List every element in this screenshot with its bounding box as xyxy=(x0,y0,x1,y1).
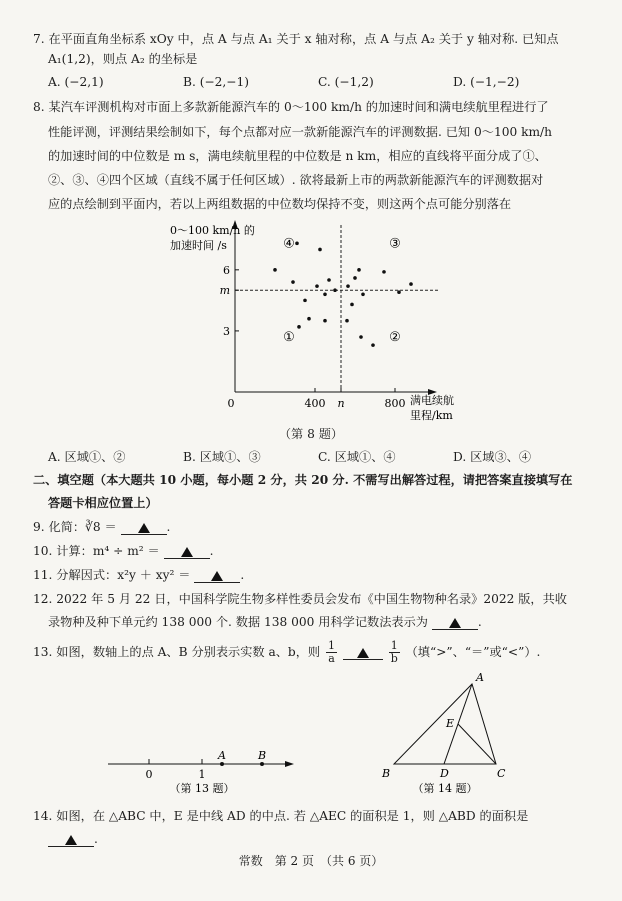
section2-heading-line1: 二、填空题（本大题共 10 小题，每小题 2 分，共 20 分. 不需写出解答过程，请把答案直接填写在 xyxy=(33,473,573,487)
x-tick-label: 800 xyxy=(384,397,406,410)
q8-line4: ②、③、④四个区域（直线不属于任何区域）. 欲将最新上市的两款新能源汽车的评测数据对 xyxy=(48,173,544,187)
page-footer: 常数 第 2 页 （共 6 页） xyxy=(238,854,384,868)
point-a xyxy=(220,762,224,766)
label-b: B xyxy=(382,767,391,780)
triangle-abc xyxy=(394,684,496,764)
region-label: ③ xyxy=(389,236,401,252)
q13-suffix: （填“>”、“＝”或“<”）. xyxy=(405,645,541,659)
section2-heading-line2: 答题卡相应位置上） xyxy=(48,496,158,510)
y-axis-label-2: 加速时间 /s xyxy=(170,239,227,252)
region-label: ④ xyxy=(283,236,295,252)
q14-line2: . xyxy=(48,829,608,849)
q7-option-d: D. (−1,−2) xyxy=(453,75,520,89)
label-zero: 0 xyxy=(145,768,153,781)
region-label: ① xyxy=(283,330,295,346)
q12-line2: 录物种及种下单元约 138 000 个. 数据 138 000 用科学记数法表示为 . xyxy=(48,615,482,629)
y-axis-label-1: 0～100 km/h 的 xyxy=(170,224,255,237)
x-tick-label: n xyxy=(337,397,345,410)
q7-option-b: B. (−2,−1) xyxy=(183,75,250,89)
q10-text: 10. 计算：m⁴ ÷ m² ＝ xyxy=(33,544,160,558)
q8-option-b: B. 区域①、③ xyxy=(183,450,261,464)
x-axis-label-1: 满电续航 xyxy=(410,394,454,407)
q11-text: 11. 分解因式：x²y ＋ xy² ＝ xyxy=(33,568,191,582)
label-d: D xyxy=(440,767,449,780)
q7-line1: 7. 在平面直角坐标系 xOy 中，点 A 与点 A₁ 关于 x 轴对称，点 A 与点 A₂ 关于 y 轴对称. 已知点 xyxy=(33,32,559,46)
q13-caption: （第 13 题） xyxy=(169,782,235,795)
q8-option-d: D. 区域③、④ xyxy=(453,450,532,464)
q14-line1: 14. 如图，在 △ABC 中，E 是中线 AD 的中点. 若 △AEC 的面积是 1，则 △ABD 的面积是 xyxy=(33,809,529,823)
q7-line2: A₁(1,2)，则点 A₂ 的坐标是 xyxy=(48,52,198,66)
label-c: C xyxy=(497,767,506,780)
number-line-arrow xyxy=(285,761,294,767)
x-tick-label: 400 xyxy=(304,397,326,410)
triangle-icon xyxy=(65,835,77,845)
q9: 9. 化简：∛8 ＝ . xyxy=(33,520,171,534)
label-e: E xyxy=(446,717,455,730)
q8-line5: 应的点绘制到平面内，若以上两组数据的中位数均保持不变，则这两个点可能分别落在 xyxy=(48,197,512,211)
q8-option-c: C. 区域①、④ xyxy=(318,450,396,464)
q7-option-a: A. (−2,1) xyxy=(48,75,104,89)
q11: 11. 分解因式：x²y ＋ xy² ＝ . xyxy=(33,568,245,582)
label-b: B xyxy=(257,749,267,762)
q12-line1: 12. 2022 年 5 月 22 日，中国科学院生物多样性委员会发布《中国生物物种名录》2022 版，共收 xyxy=(33,592,567,606)
origin-label: 0 xyxy=(227,397,235,410)
q14-caption: （第 14 题） xyxy=(412,782,478,795)
q13-prefix: 13. 如图，数轴上的点 A、B 分别表示实数 a、b，则 xyxy=(33,645,321,659)
q8-option-a: A. 区域①、② xyxy=(48,450,126,464)
q7-option-c: C. (−1,2) xyxy=(318,75,374,89)
y-tick-label: 6 xyxy=(223,263,230,277)
q13-fraction-1: $\frac{1}{a}$ xyxy=(327,639,335,665)
q14-answer-blank xyxy=(48,832,94,847)
x-axis-label-2: 里程/km xyxy=(410,409,453,422)
q10: 10. 计算：m⁴ ÷ m² ＝ . xyxy=(33,544,214,558)
point-b xyxy=(260,762,264,766)
q8-line1: 8. 某汽车评测机构对市面上多款新能源汽车的 0～100 km/h 的加速时间和满电续航里程进行了 xyxy=(33,100,549,114)
q8-line2: 性能评测，评测结果绘制如下，每个点都对应一款新能源汽车的评测数据. 已知 0～100 km/h xyxy=(48,125,552,139)
region-label: ② xyxy=(389,330,401,346)
label-a: A xyxy=(218,749,226,762)
q9-text: 9. 化简：∛8 ＝ xyxy=(33,520,117,534)
q12-text: 录物种及种下单元约 138 000 个. 数据 138 000 用科学记数法表示为 xyxy=(48,615,428,629)
q8-line3: 的加速时间的中位数是 m s，满电续航里程的中位数是 n km，相应的直线将平面分成了①、 xyxy=(48,149,547,163)
label-a: A xyxy=(476,671,484,684)
q8-caption: （第 8 题） xyxy=(278,427,344,441)
y-tick-label: 3 xyxy=(223,324,230,338)
label-one: 1 xyxy=(198,768,206,781)
y-tick-label: m xyxy=(219,284,230,298)
q13-fraction-2: $\frac{1}{b}$ xyxy=(390,639,398,665)
